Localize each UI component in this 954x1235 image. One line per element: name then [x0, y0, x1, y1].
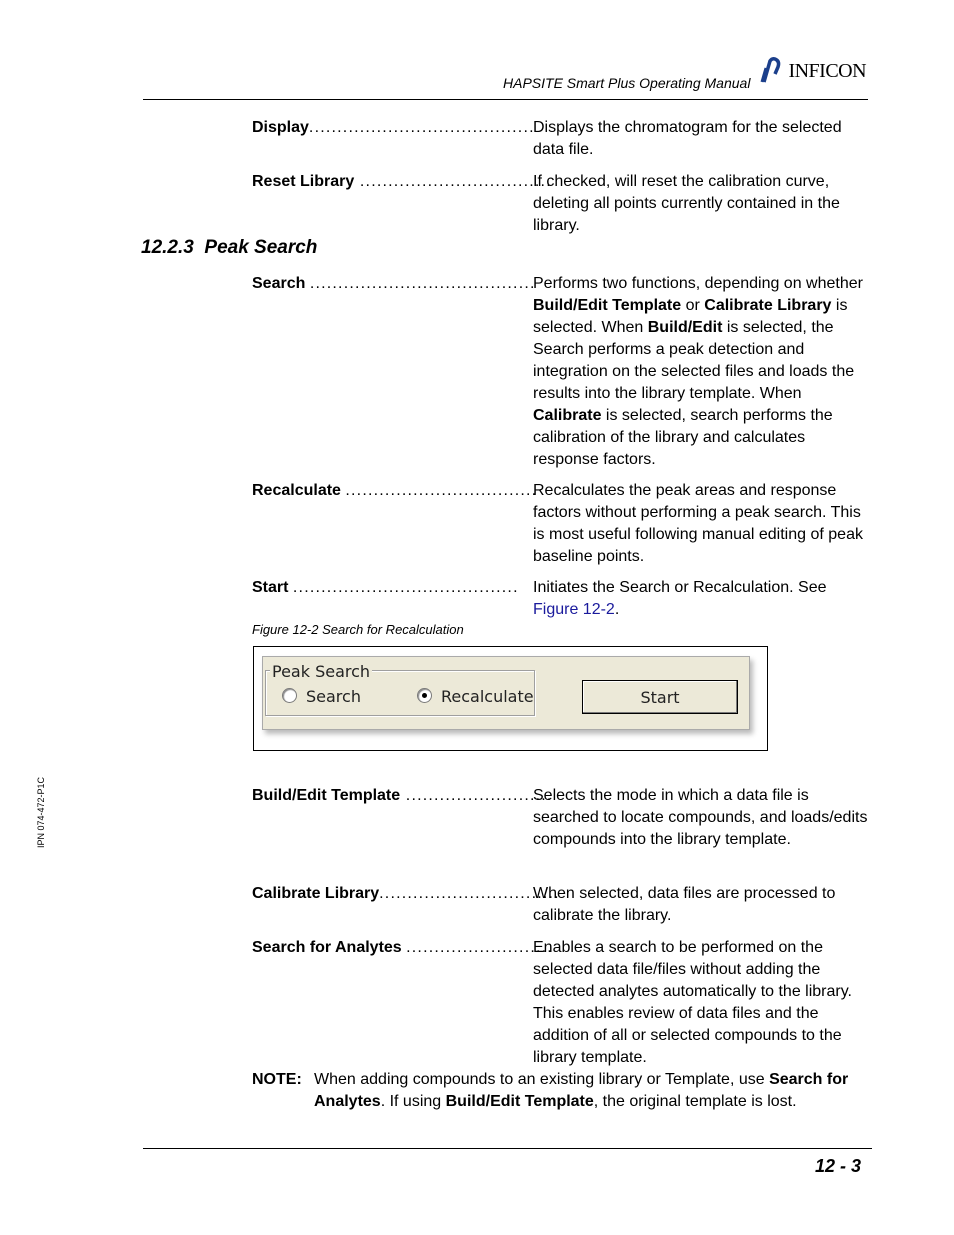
figure-link[interactable]: Figure 12-2 — [533, 601, 615, 618]
footer-rule — [143, 1148, 872, 1149]
desc-search-for-analytes: Enables a search to be performed on the selected data file/files without adding the detected analytes automatically to the library. This enables review of data files and the addition of all or selected compounds to the library template. — [533, 939, 852, 1066]
desc-start: Initiates the Search or Recalculation. See Figure 12-2. — [533, 579, 827, 618]
section-heading: 12.2.3 Peak Search — [141, 237, 318, 258]
note-label: NOTE: — [252, 1071, 302, 1088]
header-rule — [143, 99, 868, 100]
term-search-for-analytes: Search for Analytes .......................... — [252, 939, 553, 956]
radio-search-label[interactable]: Search — [306, 687, 361, 706]
radio-recalculate-circle[interactable] — [417, 688, 432, 703]
figure-caption: Figure 12-2 Search for Recalculation — [252, 622, 464, 637]
radio-recalculate-label[interactable]: Recalculate — [441, 687, 534, 706]
logo-text: INFICON — [788, 59, 867, 82]
term-calibrate-library: Calibrate Library................................ — [252, 885, 560, 902]
term-reset-library: Reset Library .................................. — [252, 173, 552, 190]
page-number: 12 - 3 — [815, 1156, 862, 1176]
start-button[interactable]: Start — [582, 680, 738, 714]
desc-recalculate: Recalculates the peak areas and response factors without performing a peak search. This is most useful following manual editing of peak baseline points. — [533, 482, 863, 565]
term-build-edit-template: Build/Edit Template .......................... — [252, 787, 553, 804]
radio-search-circle[interactable] — [282, 688, 297, 703]
note-text: When adding compounds to an existing library or Template, use Search for Analytes. If using Build/Edit Template, the original template is lost. — [314, 1071, 849, 1110]
desc-build-edit-template: Selects the mode in which a data file is searched to locate compounds, and loads/edits compounds into the library template. — [533, 787, 868, 848]
term-start: Start ........................................ — [252, 579, 519, 596]
inficon-logo — [760, 58, 866, 84]
side-code-wrapper — [36, 776, 107, 858]
desc-reset-library: If checked, will reset the calibration curve, deleting all points currently contained in the library. — [533, 173, 840, 234]
desc-search: Performs two functions, depending on whether Build/Edit Template or Calibrate Library is selected. When Build/Edit is selected, the Search performs a peak detection and integration on the selected files and loads the results into the library template. When Calibrate is selected, search performs the calibration of the library and calculates response factors. — [533, 275, 863, 468]
term-search: Search ........................................ — [252, 275, 536, 292]
inficon-logo-icon — [760, 58, 782, 84]
manual-title: HAPSITE Smart Plus Operating Manual — [503, 75, 751, 91]
peak-search-group-label: Peak Search — [272, 662, 371, 681]
desc-calibrate-library: When selected, data files are processed to calibrate the library. — [533, 885, 836, 924]
term-display: Display........................................ — [252, 119, 535, 136]
radio-selected-dot — [422, 693, 427, 698]
desc-display: Displays the chromatogram for the selected data file. — [533, 119, 842, 158]
document-code: IPN 074-472-P1C — [36, 776, 46, 848]
term-recalculate: Recalculate .................................. — [252, 482, 538, 499]
